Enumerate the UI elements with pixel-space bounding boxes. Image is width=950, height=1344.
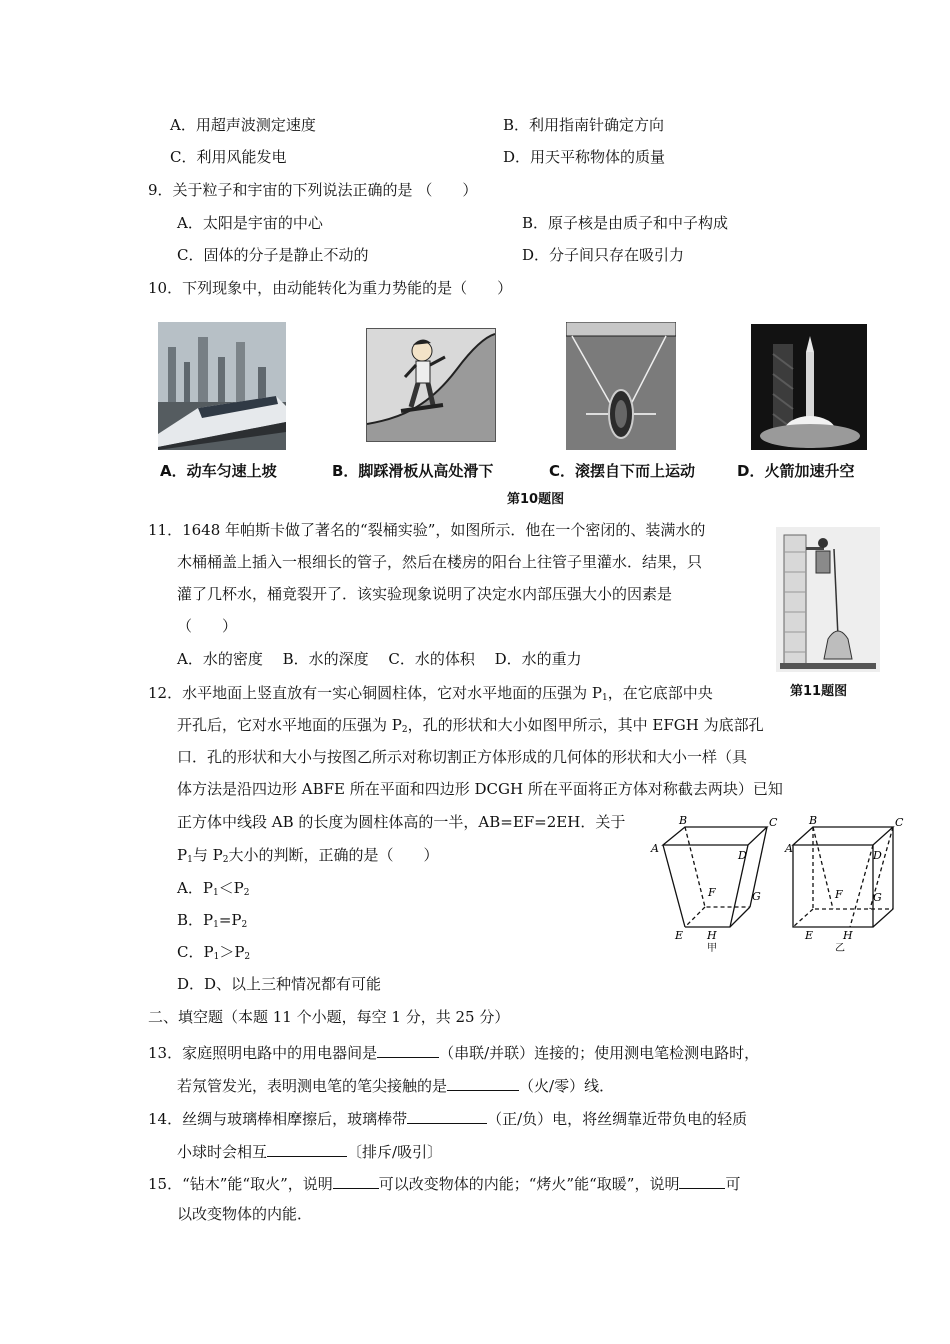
q11-line-3: 灌了几杯水，桶竟裂开了．该实验现象说明了决定水内部压强大小的因素是 (177, 585, 673, 603)
q12-line-6: $P_1$与 $P_2$大小的判断，正确的是（ ） (177, 846, 439, 865)
q12-label-d: D (738, 849, 747, 862)
q12-figure-yi: 乙 (835, 943, 845, 952)
q10-caption-d: D．火箭加速升空 (737, 462, 855, 480)
q12-line-5: 正方体中线段 AB 的长度为圆柱体高的一半，AB=EF=2EH．关于 (177, 813, 626, 831)
pendulum-picture (566, 322, 676, 450)
q15-line-1: 15．“钻木”能“取火”，说明 可以改变物体的内能；“烤火”能“取暖”，说明 可 (148, 1175, 741, 1193)
q9-stem: 9．关于粒子和宇宙的下列说法正确的是 （ ） (148, 181, 478, 199)
q10-caption-c: C．滚摆自下而上运动 (549, 462, 696, 480)
q12-figure-jia: 甲 (707, 943, 717, 952)
q12-label-c: C (769, 816, 778, 829)
q13-line-1: 13．家庭照明电路中的用电器间是 （串联/并联）连接的；使用测电笔检测电路时， (148, 1044, 760, 1062)
q14-line-2: 小球时会相互 〔排斥/吸引〕 (177, 1143, 443, 1161)
q12-yi-label-f: F (835, 888, 843, 901)
q12-yi-label-b: B (809, 814, 818, 827)
q12-label-e: E (675, 929, 684, 942)
q13-blank-1[interactable] (377, 1043, 439, 1058)
q11-line-4: （ ） (177, 617, 238, 635)
q12-label-g: G (752, 890, 761, 903)
q12-line-3: 口．孔的形状和大小与按图乙所示对称切割正方体形成的几何体的形状和大小一样（具 (177, 748, 748, 766)
q12-option-a: A．$P_1<P_2$ (177, 879, 250, 898)
q12-label-h: H (707, 929, 717, 942)
q12-line-1: 12．水平地面上竖直放有一实心铜圆柱体，它对水平地面的压强为 $P_1$，在它底部中央 (148, 684, 713, 703)
q10-stem: 10．下列现象中，由动能转化为重力势能的是（ ） (148, 279, 513, 297)
q8-option-b: B．利用指南针确定方向 (503, 116, 665, 134)
q13-blank-2[interactable] (447, 1076, 519, 1091)
q14-line-1: 14．丝绸与玻璃棒相摩擦后，玻璃棒带 （正/负）电，将丝绸靠近带负电的轻质 (148, 1110, 748, 1128)
barrel-experiment-picture (776, 527, 880, 672)
q12-yi-label-d: D (873, 849, 882, 862)
q11-line-1: 11．1648 年帕斯卡做了著名的“裂桶实验”，如图所示．他在一个密闭的、装满水的 (148, 521, 706, 539)
q12-option-b: B．$P_1=P_2$ (177, 911, 248, 930)
q9-option-a: A．太阳是宇宙的中心 (177, 214, 323, 232)
q12-line-2: 开孔后，它对水平地面的压强为 $P_2$，孔的形状和大小如图甲所示，其中 EFGH 为底部孔 (177, 716, 764, 735)
q12-yi-label-h: H (843, 929, 853, 942)
q12-option-d: D．D、以上三种情况都有可能 (177, 975, 382, 993)
q11-line-2: 木桶桶盖上插入一根细长的管子，然后在楼房的阳台上往管子里灌水．结果，只 (177, 553, 703, 571)
skateboard-picture (366, 328, 496, 442)
q10-figure-caption: 第10题图 (507, 492, 565, 507)
q14-blank-1[interactable] (407, 1109, 487, 1124)
q15-line-2: 以改变物体的内能． (177, 1205, 313, 1223)
train-picture (158, 322, 286, 450)
q15-blank-1[interactable] (333, 1174, 379, 1189)
q10-caption-b: B．脚踩滑板从高处滑下 (332, 462, 494, 480)
q12-yi-label-c: C (895, 816, 904, 829)
q8-option-a: A．用超声波测定速度 (170, 116, 316, 134)
q9-option-b: B．原子核是由质子和中子构成 (522, 214, 729, 232)
q12-geometry-figure (645, 812, 910, 952)
q12-yi-label-g: G (873, 891, 882, 904)
q12-yi-label-a: A (785, 842, 793, 855)
q9-option-c: C．固体的分子是静止不动的 (177, 246, 369, 264)
q12-yi-label-e: E (805, 929, 814, 942)
q12-line-4: 体方法是沿四边形 ABFE 所在平面和四边形 DCGH 所在平面将正方体对称截去两块）已知 (177, 780, 783, 798)
section-2-title: 二、填空题（本题 11 个小题，每空 1 分，共 25 分） (148, 1008, 510, 1026)
q12-label-b: B (679, 814, 688, 827)
q8-option-c: C．利用风能发电 (170, 148, 287, 166)
q9-option-d: D．分子间只存在吸引力 (522, 246, 685, 264)
q12-label-f: F (708, 886, 716, 899)
q11-figure-caption: 第11题图 (790, 684, 848, 699)
q15-blank-2[interactable] (679, 1174, 725, 1189)
rocket-picture (751, 324, 867, 450)
q12-label-a: A (651, 842, 659, 855)
q11-options: A．水的密度 B．水的深度 C．水的体积 D．水的重力 (177, 650, 582, 668)
q10-caption-a: A．动车匀速上坡 (160, 462, 277, 480)
q8-option-d: D．用天平称物体的质量 (503, 148, 666, 166)
q12-option-c: C．$P_1>P_2$ (177, 943, 251, 962)
q13-line-2: 若氖管发光，表明测电笔的笔尖接触的是 （火/零）线． (177, 1077, 615, 1095)
q14-blank-2[interactable] (267, 1142, 347, 1157)
